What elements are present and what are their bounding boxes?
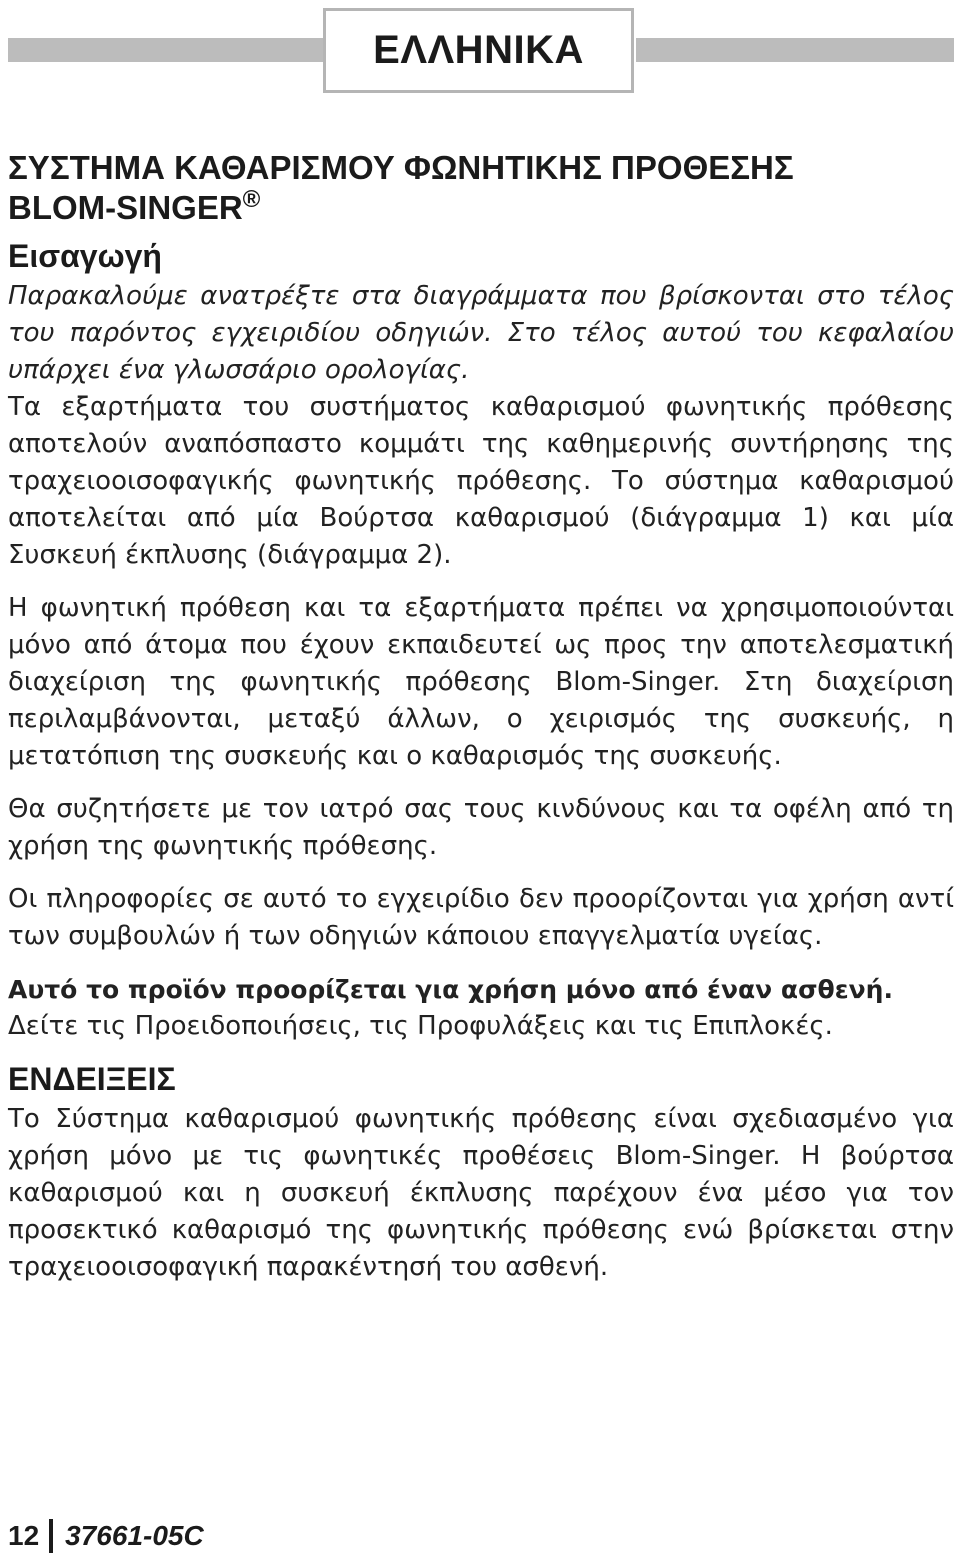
language-label: ΕΛΛΗΝΙΚΑ <box>323 8 634 93</box>
document-body <box>8 148 954 1300</box>
page-footer <box>8 1516 204 1556</box>
registered-mark: ® <box>242 186 261 213</box>
header-bar-right <box>636 38 954 62</box>
header-bar-left <box>8 38 324 62</box>
intro-heading: Εισαγωγή <box>8 238 162 274</box>
document-title-line1: ΣΥΣΤΗΜΑ ΚΑΘΑΡΙΣΜΟΥ ΦΩΝΗΤΙΚΗΣ ΠΡΟΘΕΣΗΣ <box>8 149 794 186</box>
document-code: 37661-05C <box>65 1520 204 1551</box>
intro-italic-note: Παρακαλούμε ανατρέξτε στα διαγράμματα που βρίσκονται στο τέλος του παρόντος εγχειριδίου οδηγιών. Στο τέλος αυτού του κεφαλαίου υπάρχει ένα γλωσσάριο ορολογίας. <box>8 281 954 385</box>
document-title-line2: BLOM-SINGER <box>8 189 243 226</box>
footer-separator <box>49 1519 53 1553</box>
intro-paragraph-1: Τα εξαρτήματα του συστήματος καθαρισμού φωνητικής πρόθεσης αποτελούν αναπόσπαστο κομμάτι της καθημερινής συντήρησης της τραχειοοισοφαγικής φωνητικής πρόθεσης. Το σύστημα καθαρισμού αποτελείται από μία Βούρτσα καθαρισμού (διάγραμμα 1) και μία Συσκευή έκπλυσης (διάγραμμα 2). <box>8 392 954 570</box>
indications-paragraph: Το Σύστημα καθαρισμού φωνητικής πρόθεσης είναι σχεδιασμένο για χρήση μόνο με τις φωνητικές προθέσεις Blom-Singer. Η βούρτσα καθαρισμού και η συσκευή έκπλυσης παρέχουν ένα μέσο για τον προσεκτικό καθαρισμό της φωνητικής πρόθεσης ενώ βρίσκεται στην τραχειοοισοφαγική παρακέντησή του ασθενή. <box>8 1104 954 1282</box>
intro-paragraph-4: Οι πληροφορίες σε αυτό το εγχειρίδιο δεν προορίζονται για χρήση αντί των συμβουλών ή των οδηγιών κάποιου επαγγελματία υγείας. <box>8 884 954 951</box>
page-number: 12 <box>8 1520 40 1551</box>
intro-paragraph-3: Θα συζητήσετε με τον ιατρό σας τους κινδύνους και τα οφέλη από τη χρήση της φωνητικής πρόθεσης. <box>8 794 954 861</box>
see-warnings-note: Δείτε τις Προειδοποιήσεις, τις Προφυλάξεις και τις Επιπλοκές. <box>8 1011 833 1041</box>
intro-paragraph-2: Η φωνητική πρόθεση και τα εξαρτήματα πρέπει να χρησιμοποιούνται μόνο από άτομα που έχουν εκπαιδευτεί ως προς την αποτελεσματική διαχείριση της φωνητικής πρόθεσης Blom-Singer. Στη διαχείριση περιλαμβάνονται, μεταξύ άλλων, ο χειρισμός της συσκευής, η μετατόπιση της συσκευής και ο καθαρισμός της συσκευής. <box>8 593 954 771</box>
single-patient-warning: Αυτό το προϊόν προορίζεται για χρήση μόνο από έναν ασθενή. <box>8 975 893 1004</box>
indications-heading: ΕΝΔΕΙΞΕΙΣ <box>8 1061 176 1097</box>
document-title <box>8 148 954 228</box>
